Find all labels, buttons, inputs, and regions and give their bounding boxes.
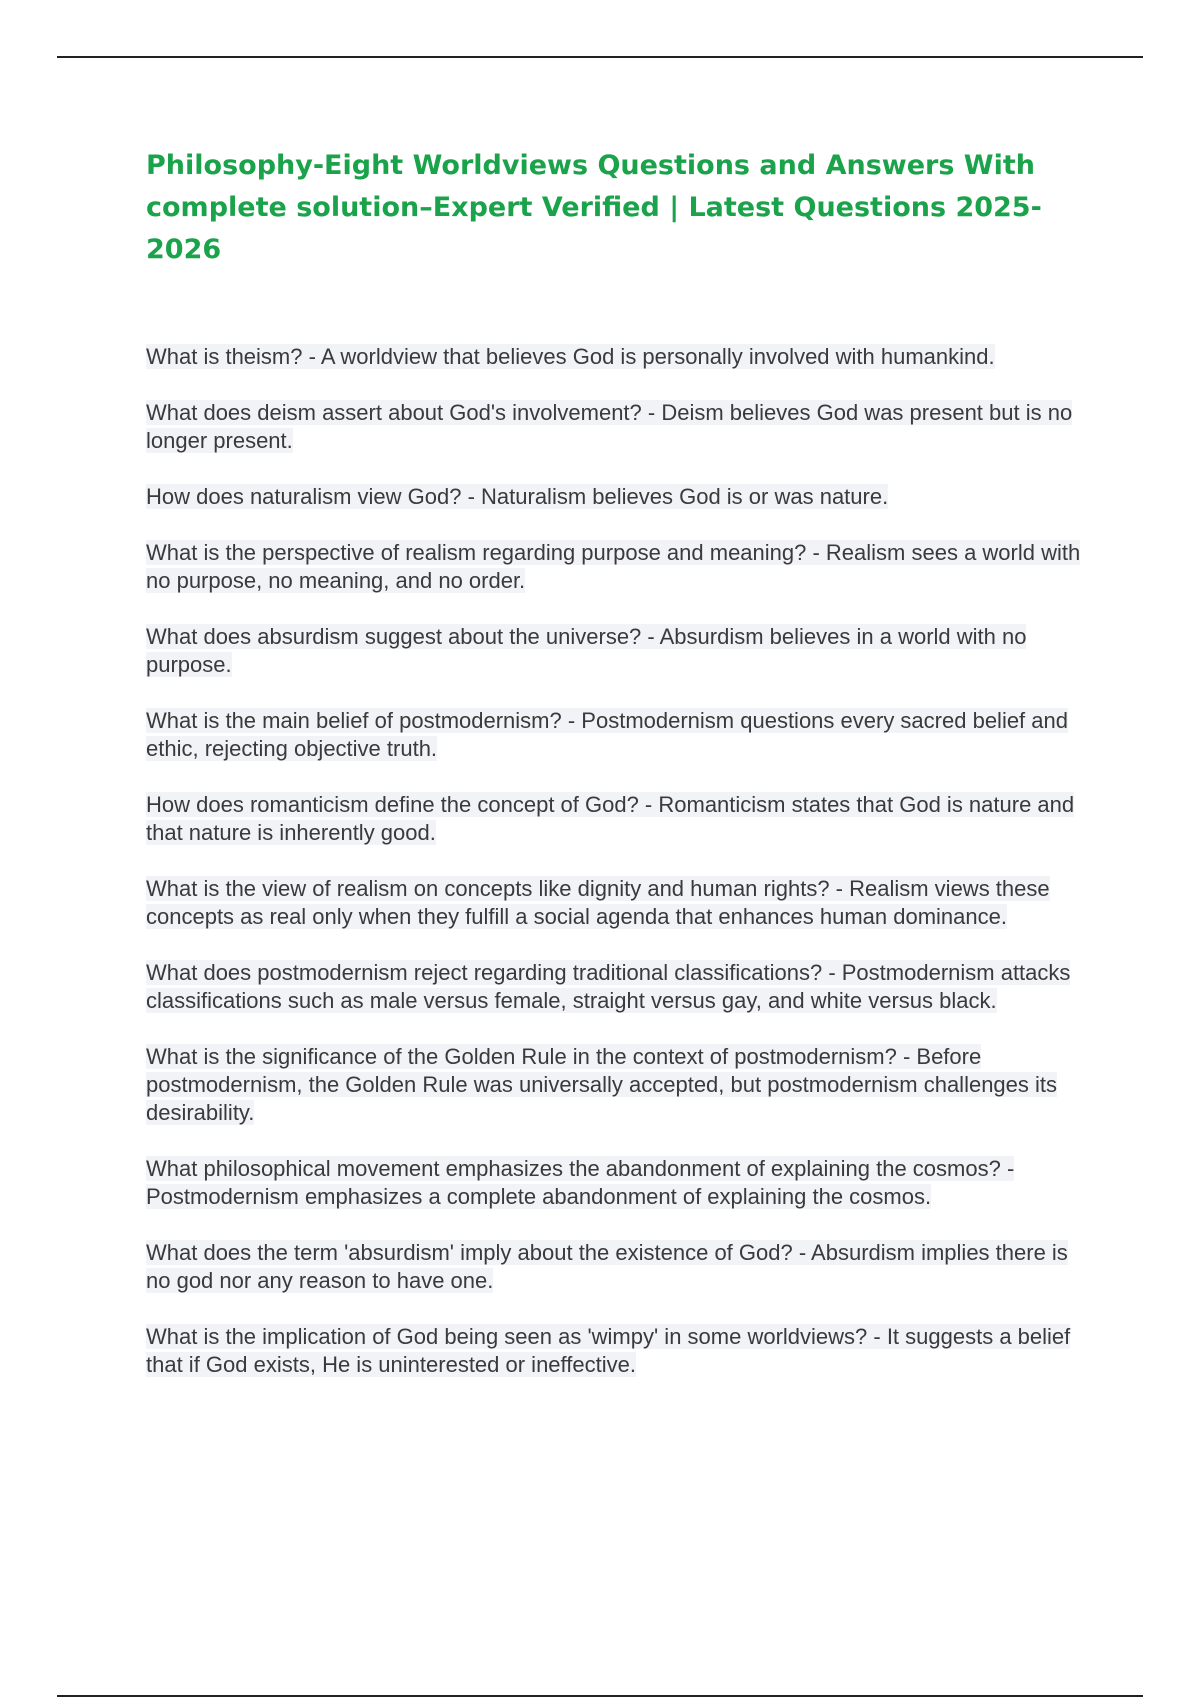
qa-item xyxy=(146,399,1091,455)
qa-text: How does naturalism view God? - Naturalism believes God is or was nature. xyxy=(146,484,889,509)
qa-text: What does postmodernism reject regarding traditional classifications? - Postmodernism attacks classifications such as male versus female, straight versus gay, and white versus black. xyxy=(146,960,1071,1013)
document-title: Philosophy-Eight Worldviews Questions and Answers With complete solution–Expert Verified | Latest Questions 2025-2026 xyxy=(146,150,1042,265)
qa-item xyxy=(146,1155,1091,1211)
qa-text: What is the significance of the Golden Rule in the context of postmodernism? - Before postmodernism, the Golden Rule was universally accepted, but postmodernism challenges its desirability. xyxy=(146,1044,1058,1125)
qa-text: What is the main belief of postmodernism? - Postmodernism questions every sacred belief and ethic, rejecting objective truth. xyxy=(146,708,1068,761)
bottom-rule xyxy=(57,1695,1143,1697)
qa-item xyxy=(146,791,1091,847)
qa-text: What is the view of realism on concepts like dignity and human rights? - Realism views these concepts as real only when they fulfill a social agenda that enhances human dominance. xyxy=(146,876,1050,929)
qa-text: What does the term 'absurdism' imply about the existence of God? - Absurdism implies there is no god nor any reason to have one. xyxy=(146,1240,1068,1293)
qa-item xyxy=(146,1239,1091,1295)
qa-text: What philosophical movement emphasizes the abandonment of explaining the cosmos? - Postmodernism emphasizes a complete abandonment of explaining the cosmos. xyxy=(146,1156,1015,1209)
top-rule xyxy=(57,56,1143,58)
qa-text: What is theism? - A worldview that believes God is personally involved with humankind. xyxy=(146,344,995,369)
qa-item xyxy=(146,483,1091,511)
qa-text: What is the implication of God being seen as 'wimpy' in some worldviews? - It suggests a belief that if God exists, He is uninterested or ineffective. xyxy=(146,1324,1071,1377)
qa-item xyxy=(146,623,1091,679)
qa-item xyxy=(146,343,1091,371)
qa-item xyxy=(146,875,1091,931)
qa-text: What does absurdism suggest about the universe? - Absurdism believes in a world with no purpose. xyxy=(146,624,1027,677)
qa-item xyxy=(146,1323,1091,1379)
qa-item xyxy=(146,959,1091,1015)
qa-item xyxy=(146,707,1091,763)
qa-item xyxy=(146,539,1091,595)
qa-text: What does deism assert about God's involvement? - Deism believes God was present but is no longer present. xyxy=(146,400,1073,453)
qa-item xyxy=(146,1043,1091,1127)
qa-text: How does romanticism define the concept of God? - Romanticism states that God is nature and that nature is inherently good. xyxy=(146,792,1075,845)
qa-text: What is the perspective of realism regarding purpose and meaning? - Realism sees a world with no purpose, no meaning, and no order. xyxy=(146,540,1081,593)
qa-list xyxy=(146,343,1091,1407)
